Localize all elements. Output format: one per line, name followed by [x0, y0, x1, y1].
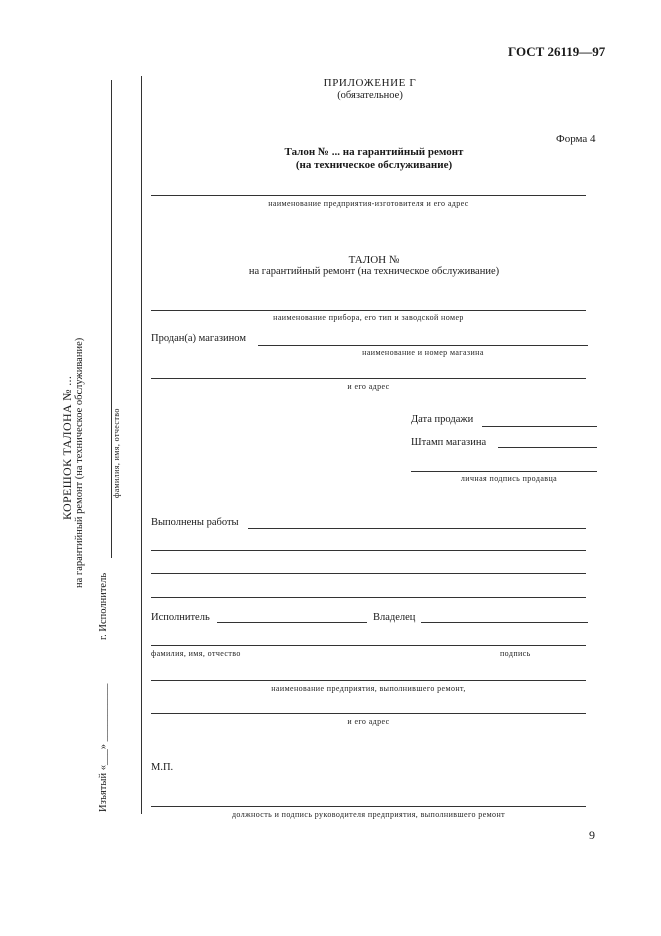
repair-company-caption: наименование предприятия, выполнившего ремонт,	[271, 684, 466, 693]
coupon-subtitle: на гарантийный ремонт (на техническое обслуживание)	[248, 266, 500, 277]
executor-line[interactable]	[217, 622, 367, 623]
repair-address-line[interactable]	[151, 713, 586, 714]
seller-signature-line[interactable]	[411, 471, 597, 472]
coupon-title: ТАЛОН №	[348, 254, 400, 266]
works-done-line-1[interactable]	[248, 528, 586, 529]
shop-address-line[interactable]	[151, 378, 586, 379]
manufacturer-line[interactable]	[151, 195, 586, 196]
sold-by-label: Продан(а) магазином	[151, 333, 246, 344]
sale-date-line[interactable]	[482, 426, 597, 427]
stub-year-executor: г. Исполнитель	[98, 572, 109, 640]
owner-label: Владелец	[373, 612, 416, 623]
works-done-line-2[interactable]	[151, 550, 586, 551]
shop-stamp-label: Штамп магазина	[411, 437, 487, 448]
works-done-line-3[interactable]	[151, 573, 586, 574]
coupon-heading-line2: (на техническое обслуживание)	[295, 159, 453, 171]
repair-company-line[interactable]	[151, 680, 586, 681]
seal-label: М.П.	[151, 762, 174, 773]
device-caption: наименование прибора, его тип и заводской номер	[273, 313, 464, 322]
manufacturer-caption: наименование предприятия-изготовителя и его адрес	[268, 199, 469, 208]
repair-address-caption: и его адрес	[347, 717, 390, 726]
shop-caption: наименование и номер магазина	[362, 348, 484, 357]
works-done-label: Выполнены работы	[151, 517, 239, 528]
director-caption: должность и подпись руководителя предприятия, выполнившего ремонт	[231, 810, 506, 819]
stub-fio-caption: фамилия, имя, отчество	[112, 408, 121, 498]
sold-by-line[interactable]	[258, 345, 588, 346]
standard-number: ГОСТ 26119—97	[508, 44, 606, 59]
page-number: 9	[589, 828, 595, 842]
stub-divider	[141, 76, 142, 814]
owner-line[interactable]	[421, 622, 588, 623]
form-number: Форма 4	[556, 133, 596, 145]
fio-signature-line[interactable]	[151, 645, 586, 646]
seller-signature-caption: личная подпись продавца	[460, 474, 558, 483]
shop-stamp-line[interactable]	[498, 447, 597, 448]
sale-date-label: Дата продажи	[411, 414, 474, 425]
device-line[interactable]	[151, 310, 586, 311]
fio-caption: фамилия, имя, отчество	[151, 649, 241, 658]
signature-caption: подпись	[500, 649, 531, 658]
appendix-subtitle: (обязательное)	[337, 90, 403, 101]
works-done-line-4[interactable]	[151, 597, 586, 598]
coupon-heading-line1: Талон № ... на гарантийный ремонт	[284, 146, 464, 158]
stub-withdrawn: Изъятый «___» ___________	[98, 683, 109, 812]
appendix-title: ПРИЛОЖЕНИЕ Г	[323, 77, 417, 89]
shop-address-caption: и его адрес	[347, 382, 390, 391]
executor-label: Исполнитель	[151, 612, 210, 623]
stub-subtitle: на гарантийный ремонт (на техническое обслуживание)	[74, 337, 85, 588]
stub-title: КОРЕШОК ТАЛОНА № ...	[60, 375, 74, 520]
director-line[interactable]	[151, 806, 586, 807]
